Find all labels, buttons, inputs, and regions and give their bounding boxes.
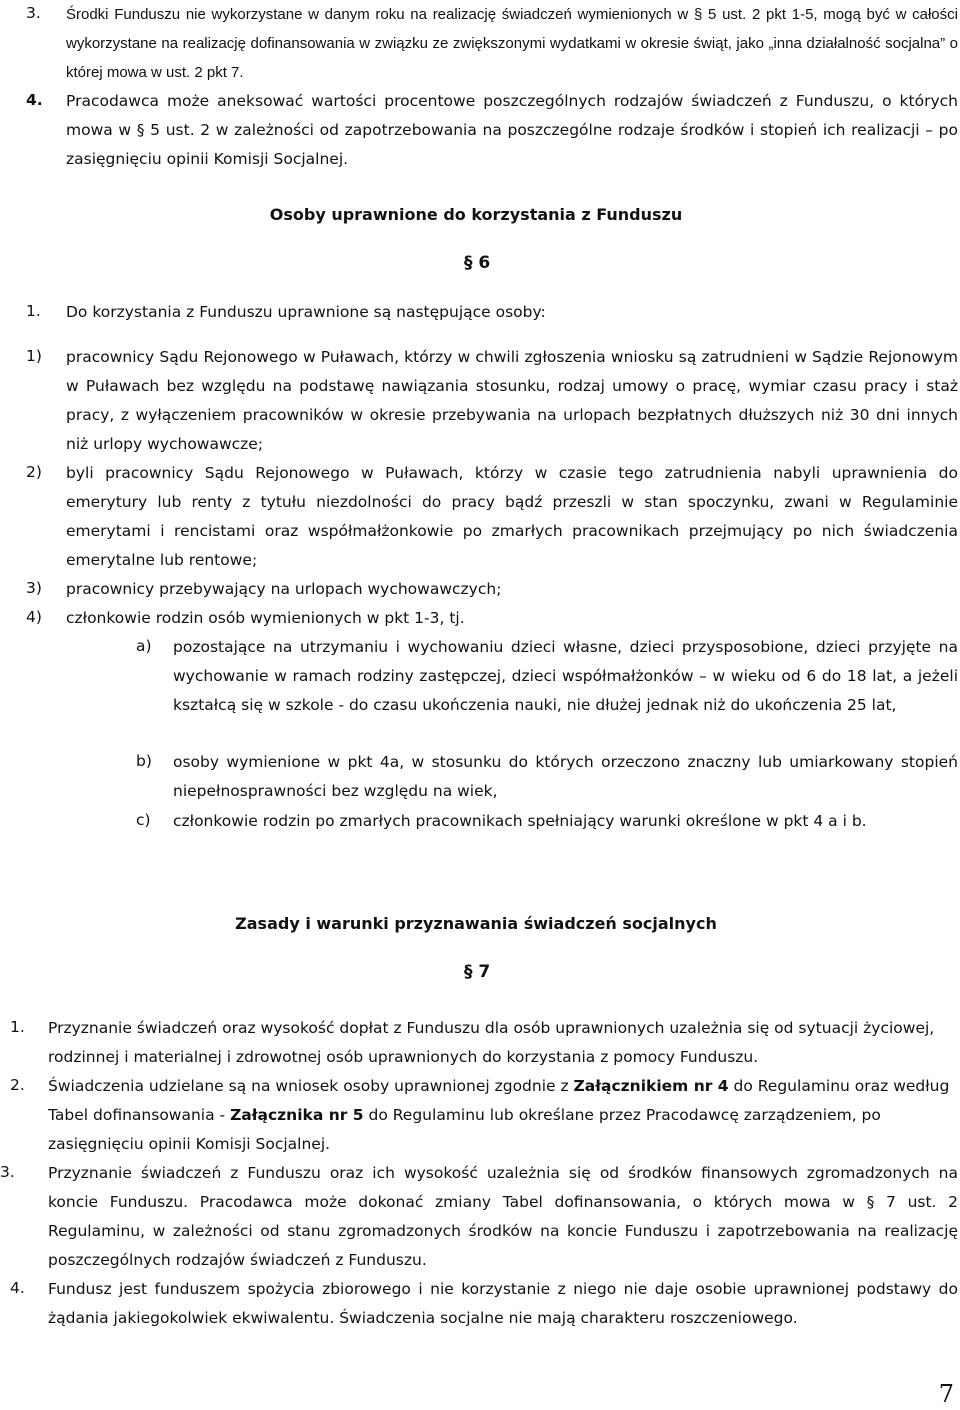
section-7-paragraph-1: Przyznanie świadczeń oraz wysokość dopłat z Funduszu dla osób uprawnionych uzależnia się od sytuacji życiowej, rodzinnej i materialnej i zdrowotnej osób uprawnionych do korzystania z pomocy Funduszu. xyxy=(48,1019,935,1066)
list-item-number: 2) xyxy=(26,463,42,481)
sub-item-letter: b) xyxy=(136,752,152,770)
text-run: do Regulaminu oraz według Tabel dofinansowania - xyxy=(48,1077,950,1124)
sub-item-letter: a) xyxy=(136,637,152,655)
section-7-paragraph-2 xyxy=(48,1072,958,1159)
section-6-intro: Do korzystania z Funduszu uprawnione są następujące osoby: xyxy=(66,303,546,321)
attachment-5-reference: Załącznika nr 5 xyxy=(230,1106,364,1124)
section-7-heading: Zasady i warunki przyznawania świadczeń socjalnych xyxy=(235,914,717,933)
list-item: byli pracownicy Sądu Rejonowego w Puławach, którzy w czasie tego zatrudnienia nabyli uprawnienia do emerytury lub renty z tytułu niezdolności do pracy bądź przeszli w stan spoczynku, zwani w Regulaminie emerytami i rencistami oraz współmałżonkowie po zmarłych pracownikach przejmujący po nich świadczenia emerytalne lub rentowe; xyxy=(66,464,958,569)
paragraph-3: Środki Funduszu nie wykorzystane w danym roku na realizację świadczeń wymienionych w § 5 ust. 2 pkt 1-5, mogą być w całości wykorzystane na realizację dofinansowania w związku ze zwiększonymi wydatkami w okresie świąt, jako „inna działalność socjalna” o której mowa w ust. 2 pkt 7. xyxy=(66,6,958,81)
section-6-number: § 6 xyxy=(464,253,491,273)
list-item: członkowie rodzin osób wymienionych w pkt 1-3, tj. xyxy=(66,609,465,627)
text-run: Świadczenia udzielane są na wniosek osoby uprawnionej zgodnie z xyxy=(48,1077,574,1095)
attachment-4-reference: Załącznikiem nr 4 xyxy=(573,1077,729,1095)
list-item: pracownicy Sądu Rejonowego w Puławach, którzy w chwili zgłoszenia wniosku są zatrudnieni w Sądzie Rejonowym w Puławach bez względu na podstawę nawiązania stosunku, rodzaj umowy o pracę, wymiar czasu pracy i staż pracy, z wyłączeniem pracowników w okresie przebywania na urlopach bezpłatnych dłuższych niż 30 dni innych niż urlopy wychowawcze; xyxy=(66,348,958,453)
paragraph-number: 4. xyxy=(26,91,43,109)
sub-item: pozostające na utrzymaniu i wychowaniu dzieci własne, dzieci przysposobione, dzieci przyjęte na wychowanie w ramach rodziny zastępczej, dzieci współmałżonków – w wieku od 6 do 18 lat, a jeżeli kształcą się w szkole - do czasu ukończenia nauki, nie dłużej jednak niż do ukończenia 25 lat, xyxy=(173,638,958,714)
section-7-paragraph-3: Przyznanie świadczeń z Funduszu oraz ich wysokość uzależnia się od środków finansowych zgromadzonych na koncie Funduszu. Pracodawca może dokonać zmiany Tabel dofinansowania, o których mowa w § 7 ust. 2 Regulaminu, w zależności od stanu zgromadzonych środków na koncie Funduszu i zapotrzebowania na realizację poszczególnych rodzajów świadczeń z Funduszu. xyxy=(48,1164,958,1269)
list-item-number: 1) xyxy=(26,347,42,365)
sub-item-letter: c) xyxy=(136,811,151,829)
paragraph-number: 4. xyxy=(10,1279,25,1297)
section-7-paragraph-4: Fundusz jest funduszem spożycia zbiorowego i nie korzystanie z niego nie daje osobie uprawnionej podstawy do żądania jakiegokolwiek ekwiwalentu. Świadczenia socjalne nie mają charakteru roszczeniowego. xyxy=(48,1280,958,1327)
sub-item: członkowie rodzin po zmarłych pracownikach spełniający warunki określone w pkt 4 a i b. xyxy=(173,812,867,830)
text-run: do Regulaminu lub określane przez Pracodawcę zarządzeniem, po zasięgnięciu opinii Komisji Socjalnej. xyxy=(48,1106,881,1153)
page-number: 7 xyxy=(938,1380,954,1408)
paragraph-number: 3. xyxy=(0,1163,15,1181)
section-7-number: § 7 xyxy=(464,962,491,982)
paragraph-number: 1. xyxy=(26,302,41,320)
paragraph-number: 3. xyxy=(26,4,41,22)
list-item-number: 3) xyxy=(26,579,42,597)
paragraph-number: 1. xyxy=(10,1018,25,1036)
paragraph-4: Pracodawca może aneksować wartości procentowe poszczególnych rodzajów świadczeń z Funduszu, o których mowa w § 5 ust. 2 w zależności od zapotrzebowania na poszczególne rodzaje środków i stopień ich realizacji – po zasięgnięciu opinii Komisji Socjalnej. xyxy=(66,92,958,168)
sub-item: osoby wymienione w pkt 4a, w stosunku do których orzeczono znaczny lub umiarkowany stopień niepełnosprawności bez względu na wiek, xyxy=(173,753,958,800)
list-item-number: 4) xyxy=(26,608,42,626)
list-item: pracownicy przebywający na urlopach wychowawczych; xyxy=(66,580,502,598)
section-6-heading: Osoby uprawnione do korzystania z Funduszu xyxy=(269,205,683,224)
paragraph-number: 2. xyxy=(10,1076,25,1094)
